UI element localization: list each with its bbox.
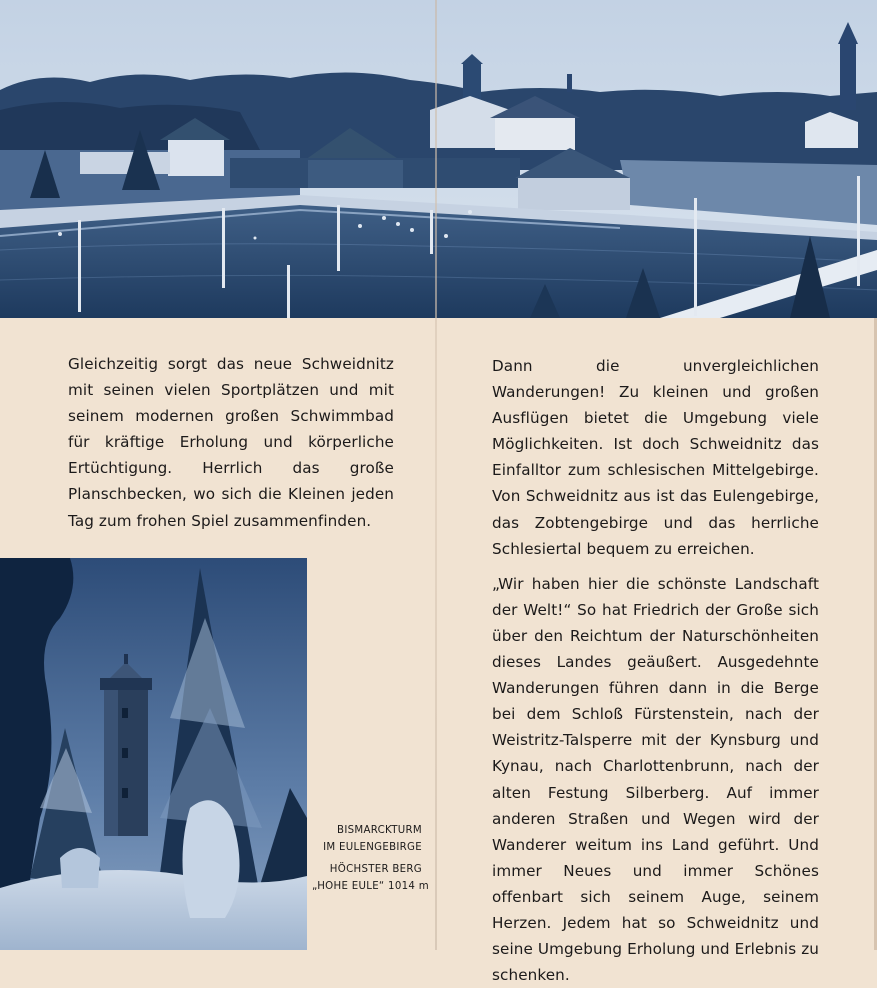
- swimming-pool-illustration: [0, 0, 877, 318]
- photo-caption: [312, 823, 429, 895]
- hiking-paragraph: Dann die unvergleichlichen Wanderungen! Zu kleinen und großen Ausflügen bietet die Umgebung viele Möglichkeiten. Ist doch Schweidnitz das Einfalltor zum schlesischen Mittelgebirge. Von Schweidnitz aus ist das Eulengebirge, das Zobtengebirge und das herrliche Schlesiertal bequem zu erreichen.: [492, 357, 819, 558]
- swimming-pool-photo: [0, 0, 877, 318]
- caption-line-3: HÖCHSTER BERG: [329, 864, 422, 875]
- bismarck-tower-illustration: [0, 558, 307, 950]
- landscape-paragraph: „Wir haben hier die schönste Landschaft der Welt!“ So hat Friedrich der Große sich über den Reichtum der Naturschönheiten dieses Landes geäußert. Ausgedehnte Wanderungen führen dann in die Berge bei dem Schloß Fürstenstein, nach der Weistritz-Talsperre mit der Kynsburg und Kynau, nach Charlottenbrunn, nach der alten Festung Silberberg. Auf immer anderen Straßen und Wegen wird der Wanderer weitum ins Land geführt. Und immer Neues und immer Schönes offenbart sich seinem Auge, seinem Herzen. Jedem hat so Schweidnitz und seine Umgebung Erholung und Erlebnis zu schenken.: [492, 574, 819, 985]
- caption-line-2: IM EULENGEBIRGE: [323, 841, 422, 853]
- sports-paragraph: Gleichzeitig sorgt das neue Schweidnitz mit seinen vielen Sportplätzen und mit seinem modernen großen Schwimmbad für kräftige Erholung und körperliche Ertüchtigung. Herrlich das große Planschbecken, wo sich die Kleinen jeden Tag zum frohen Spiel zusammenfinden.: [68, 355, 394, 530]
- caption-line-4: „HOHE EULE“ 1014 m: [312, 880, 429, 892]
- bismarck-tower-photo: [0, 558, 307, 950]
- center-fold: [435, 0, 437, 950]
- caption-line-1: BISMARCKTURM: [337, 825, 422, 836]
- left-column-text: [68, 351, 394, 534]
- right-column-text: [492, 353, 819, 988]
